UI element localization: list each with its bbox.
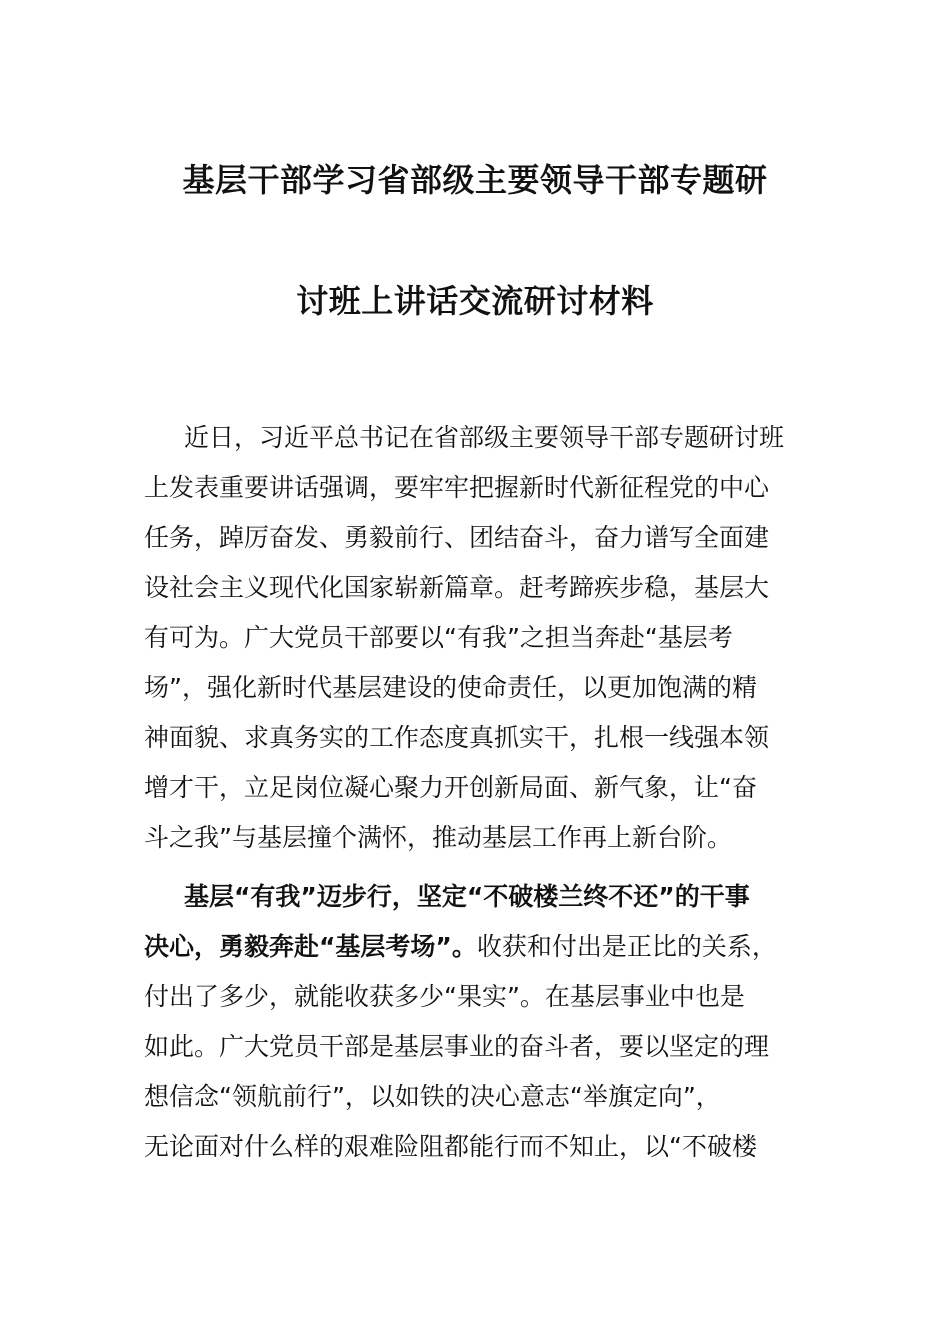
paragraph-2-heading-end: 决心，勇毅奔赴“基层考场”。 [144,932,477,961]
paragraph-2-line: 付出了多少，就能收获多少“果实”。在基层事业中也是 [144,982,745,1011]
paragraph-1-line: 上发表重要讲话强调，要牢牢把握新时代新征程党的中心 [144,473,770,502]
paragraph-2 [144,872,814,1172]
paragraph-2-heading-line: 基层“有我”迈步行，坚定“不破楼兰终不还”的干事 [184,882,750,911]
paragraph-2-line: 如此。广大党员干部是基层事业的奋斗者，要以坚定的理 [144,1032,770,1061]
paragraph-1-line: 增才干，立足岗位凝心聚力开创新局面、新气象，让“奋 [144,773,757,802]
paragraph-2-line: 无论面对什么样的艰难险阻都能行而不知止，以“不破楼 [144,1132,757,1161]
paragraph-2-line: 想信念“领航前行”，以如铁的决心意志“举旗定向”， [144,1082,721,1111]
paragraph-2-text: 收获和付出是正比的关系， [476,932,777,961]
paragraph-1 [144,413,814,863]
paragraph-1-line: 有可为。广大党员干部要以“有我”之担当奔赴“基层考 [144,623,733,652]
paragraph-1-line: 神面貌、求真务实的工作态度真抓实干，扎根一线强本领 [144,723,770,752]
paragraph-1-line: 近日，习近平总书记在省部级主要领导干部专题研讨班 [184,423,785,452]
document-title-line-2: 讨班上讲话交流研讨材料 [296,282,654,320]
paragraph-1-line: 斗之我”与基层撞个满怀，推动基层工作再上新台阶。 [144,823,732,852]
document-title-line-1: 基层干部学习省部级主要领导干部专题研 [182,161,768,199]
paragraph-2-line [144,922,814,972]
paragraph-1-line: 场”，强化新时代基层建设的使命责任，以更加饱满的精 [144,673,757,702]
paragraph-1-line: 任务，踔厉奋发、勇毅前行、团结奋斗，奋力谱写全面建 [144,523,770,552]
paragraph-1-line: 设社会主义现代化国家崭新篇章。赶考蹄疾步稳，基层大 [144,573,770,602]
